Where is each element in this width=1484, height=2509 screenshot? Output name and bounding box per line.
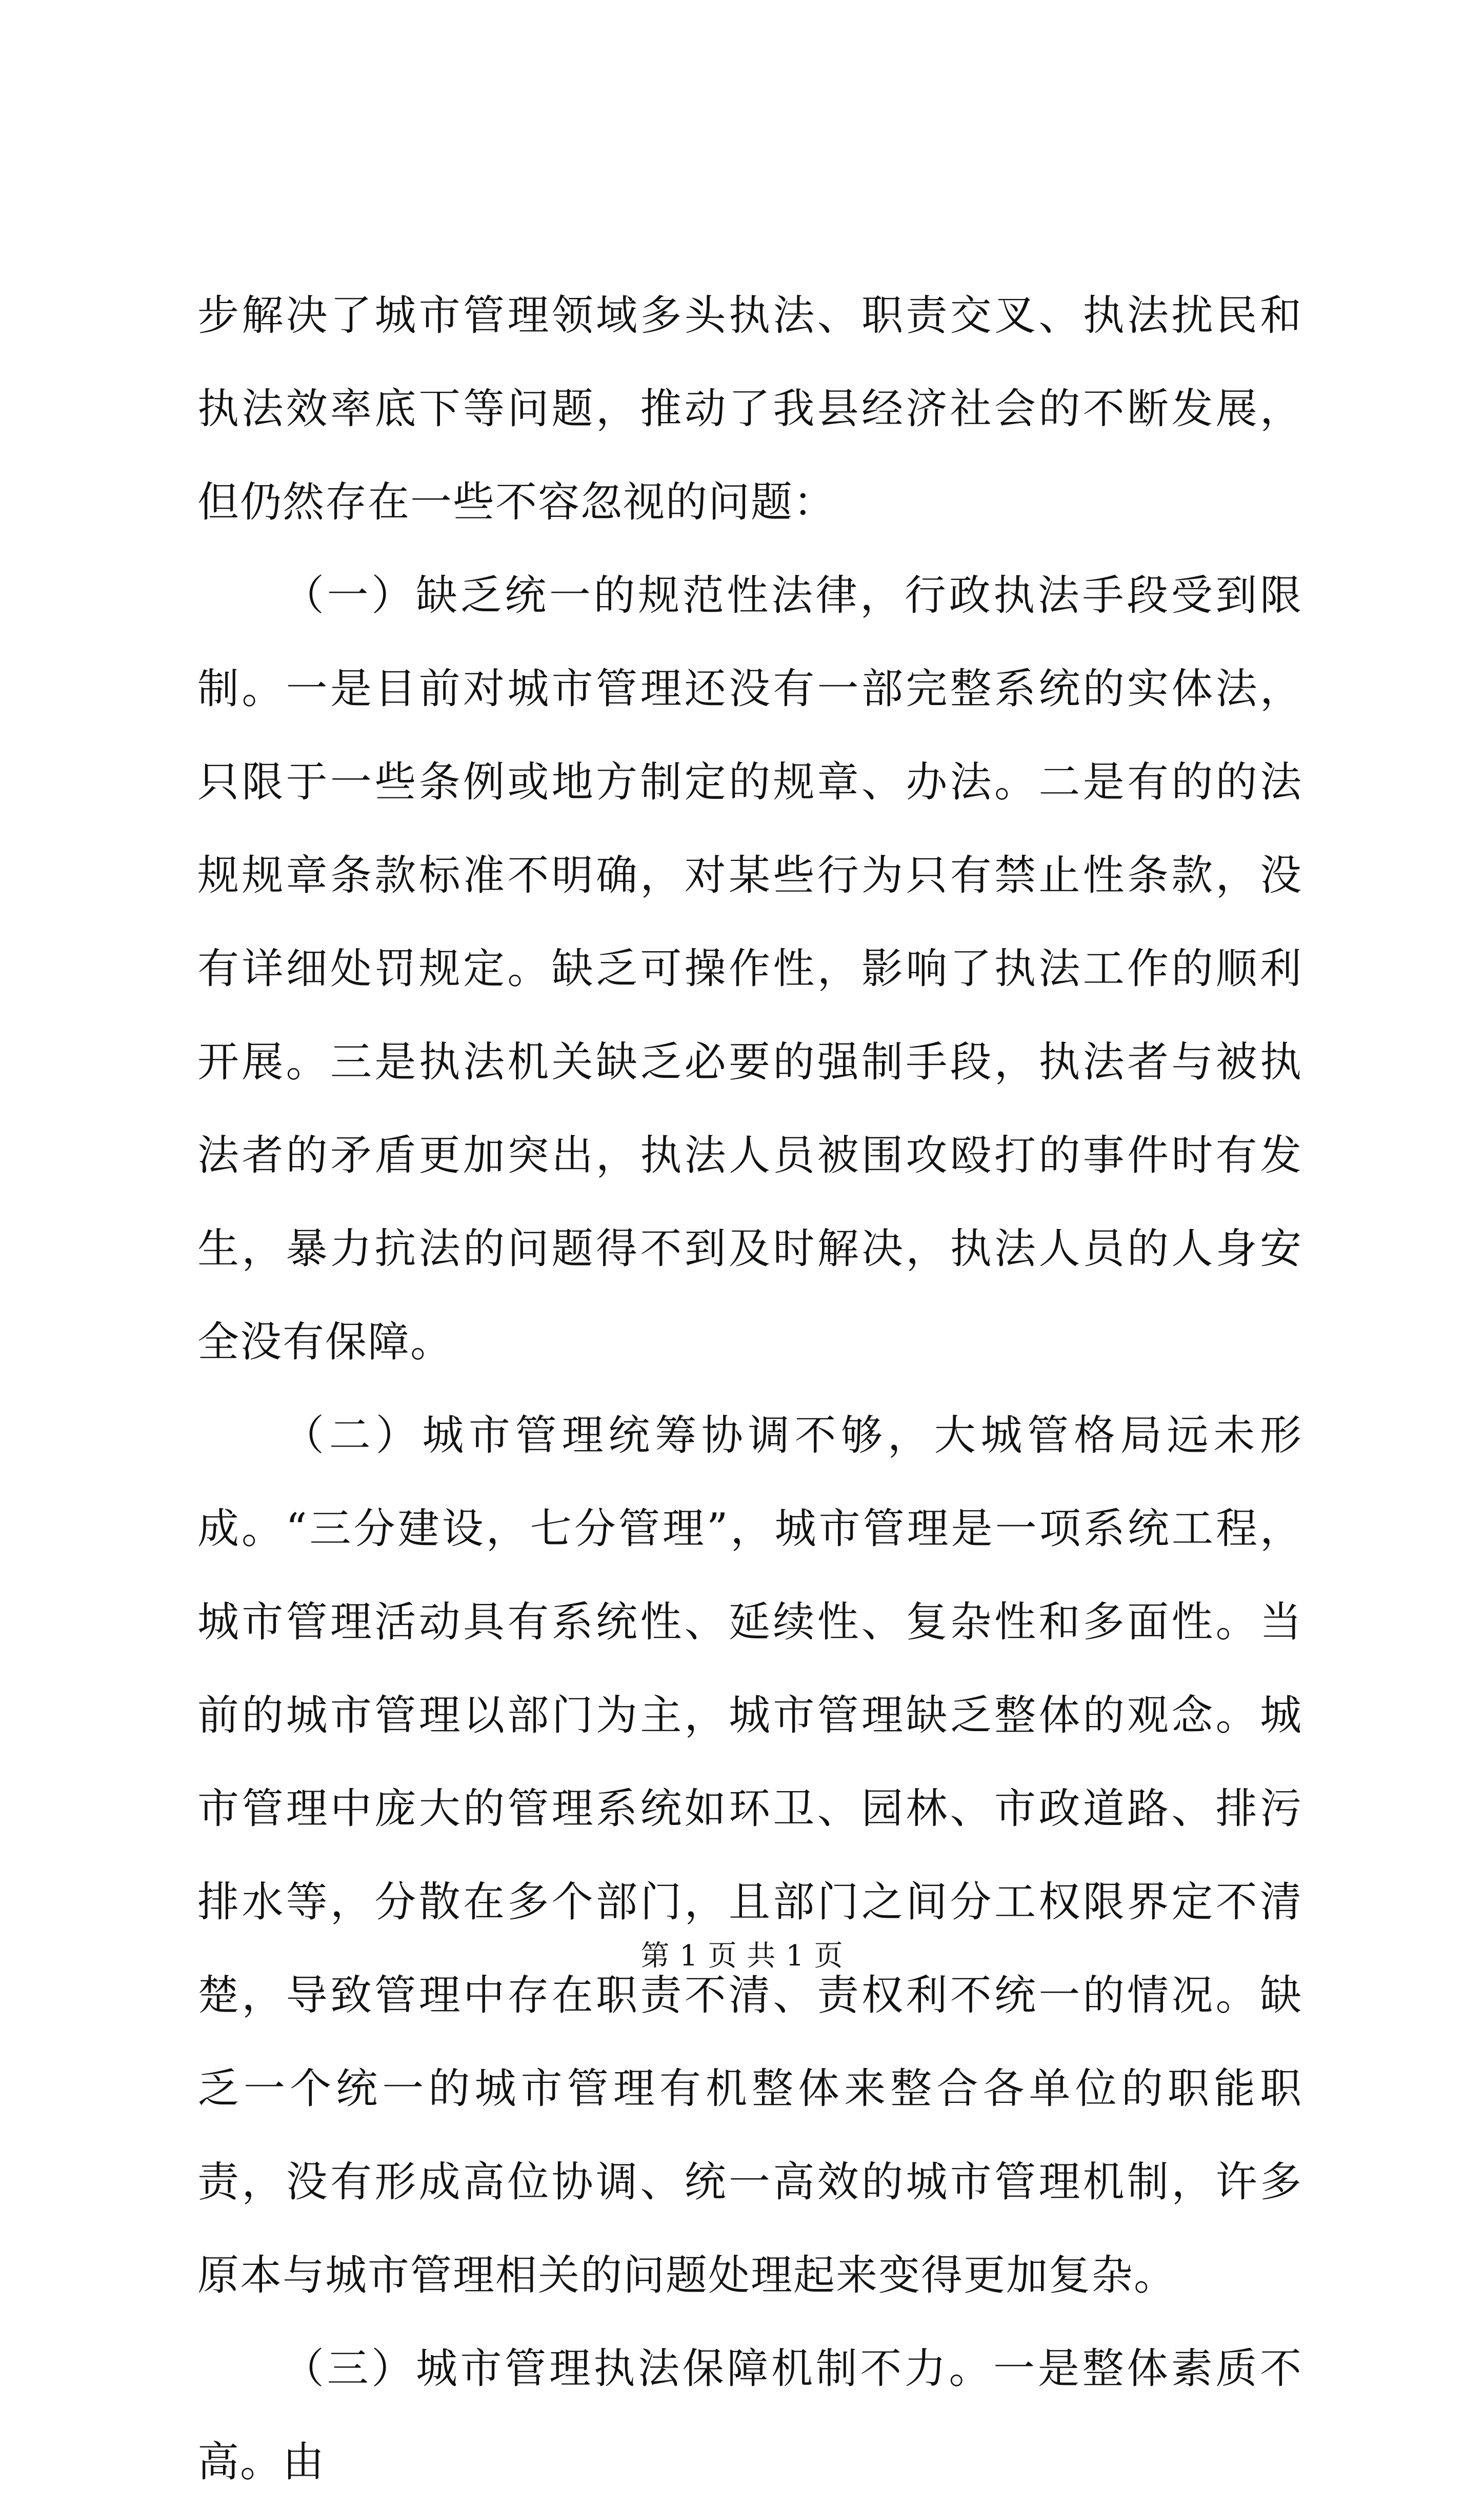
page-footer xyxy=(0,1936,1484,1977)
document-body xyxy=(197,269,1302,2509)
paragraph-intro-continuation: 步解决了城市管理领域多头执法、职责交叉、执法扰民和执法效率底下等问题，推动了我县经济社会的不断发展，但仍然存在一些不容忽视的问题： xyxy=(197,292,1302,527)
paragraph-issue-1: （一）缺乏统一的规范性法律，行政执法手段受到限制。一是目前对城市管理还没有一部完整系统的实体法，只限于一些条例或地方制定的规章、办法。二是有的的法规规章条款标准不明确，对某些行为只有禁止性条款，没有详细处罚规定。缺乏可操作性，影响了执法工作的顺利开展。三是执法机关缺乏必要的强制手段，执法者与被执法者的矛盾更加突出，执法人员被围攻殴打的事件时有发生，暴力抗法的问题得不到及时解决，执法人员的人身安全没有保障。 xyxy=(197,572,1302,1367)
paragraph-issue-3: （三）城市管理执法保障机制不力。一是整体素质不高。由 xyxy=(197,2345,1302,2486)
page-number-label: 第 1 页 共 1 页 xyxy=(640,1939,844,1973)
paragraph-issue-2: （二）城市管理统筹协调不够，大城管格局远未形成。“三分建设，七分管理”，城市管理是一项系统工程，城市管理活动具有系统性、延续性、复杂性和多面性。当前的城市管理以部门为主，城市管理缺乏整体的观念。城市管理中庞大的管理系统如环卫、园林、市政道路、排污排水等，分散在多个部门，且部门之间分工权限界定不清楚，导致管理中存在职责不清、责权利不统一的情况。缺乏一个统一的城市管理有机整体来整合各单位的职能职责，没有形成高位协调、统一高效的城市管理机制，许多原本与城市管理相关的问题处理起来变得更加复杂。 xyxy=(197,1412,1302,2300)
